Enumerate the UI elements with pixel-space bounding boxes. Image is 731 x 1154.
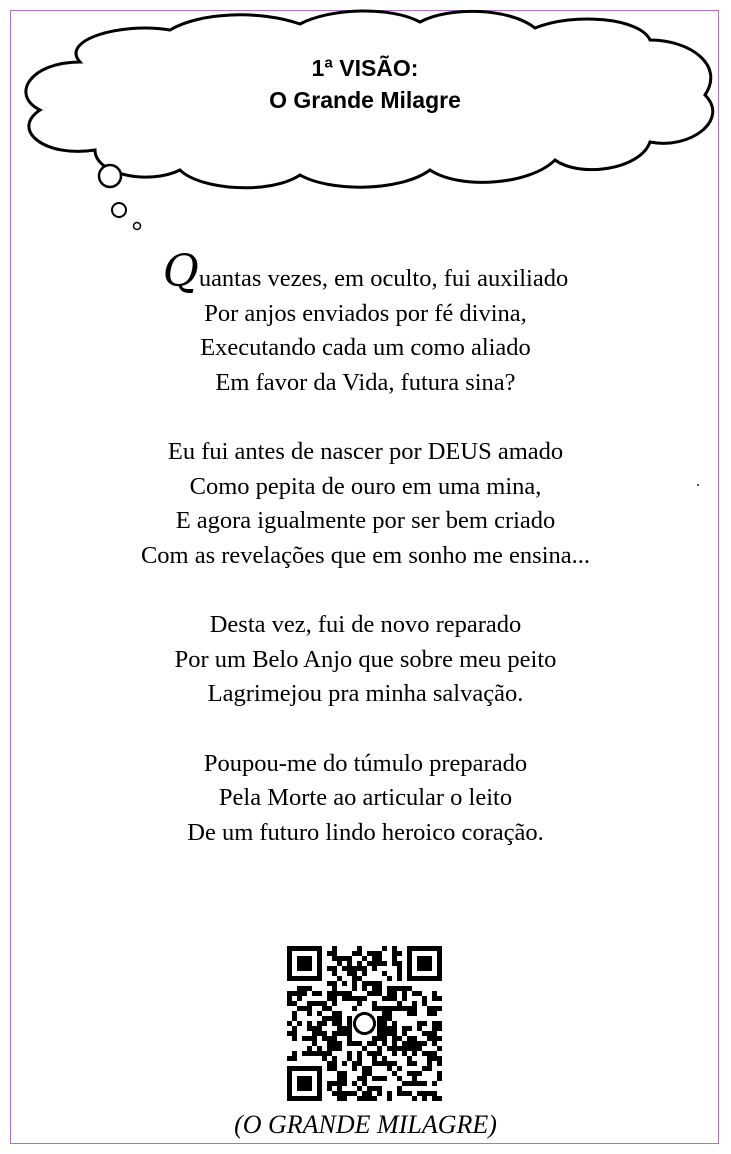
stanza-1 (0, 246, 731, 400)
stanza-3 (0, 608, 731, 712)
stanza-2 (0, 435, 731, 573)
poem-line: Em favor da Vida, futura sina? (215, 368, 516, 396)
cloud-title (215, 52, 515, 116)
poem-line: Poupou-me do túmulo preparado (203, 749, 528, 777)
title-line-1: 1ª VISÃO: (311, 55, 419, 81)
poem (0, 246, 731, 885)
poem-line: Por anjos enviados por fé divina, (204, 299, 527, 327)
poem-line: Pela Morte ao articular o leito (218, 784, 513, 811)
caption: (O GRANDE MILAGRE) (234, 1110, 497, 1139)
poem-line: Lagrimejou pra minha salvação. (207, 680, 524, 707)
poem-line: Executando cada um como aliado (200, 334, 531, 361)
qr-code[interactable] (287, 946, 442, 1101)
thought-bubble-large (99, 165, 121, 187)
poem-line: Desta vez, fui de novo reparado (209, 611, 522, 638)
poem-line: E agora igualmente por ser bem criado (175, 507, 556, 534)
dropcap: Q (162, 246, 199, 297)
poem-line-text: uantas vezes, em oculto, fui auxiliado (198, 265, 569, 292)
thought-bubble-small (134, 223, 141, 230)
poem-line: Por um Belo Anjo que sobre meu peito (174, 645, 557, 673)
poem-line: Como pepita de ouro em uma mina, (189, 472, 542, 500)
poem-line (0, 246, 731, 297)
poem-line: Com as revelações que em sonho me ensina... (140, 541, 591, 569)
thought-bubble-medium (112, 203, 126, 217)
poem-line: De um futuro lindo heroico coração. (187, 818, 544, 846)
stray-dot (697, 484, 699, 486)
thought-cloud (0, 0, 731, 240)
title-line-2: O Grande Milagre (269, 87, 461, 113)
poem-line: Eu fui antes de nascer por DEUS amado (167, 438, 564, 465)
stanza-4 (0, 747, 731, 851)
